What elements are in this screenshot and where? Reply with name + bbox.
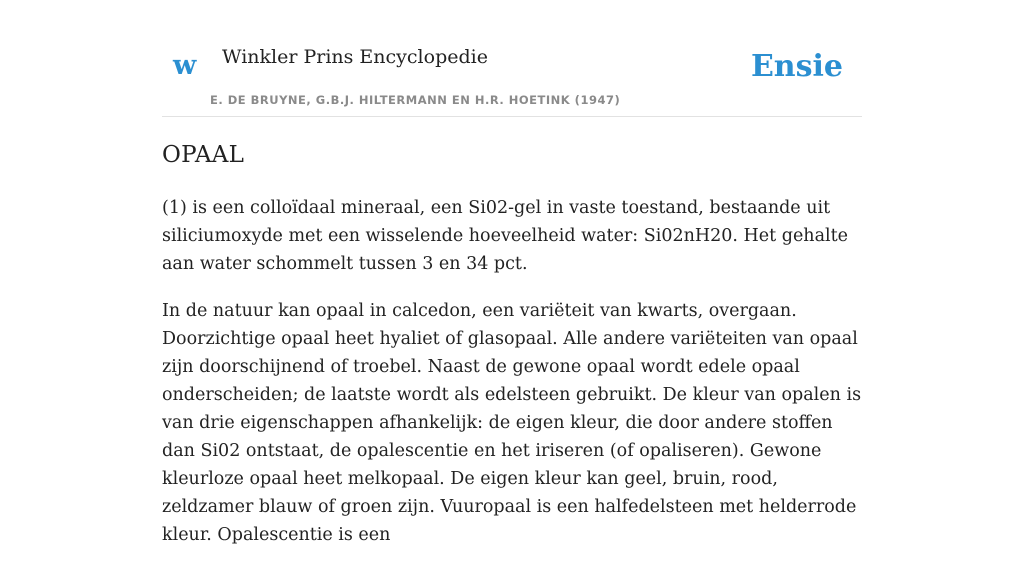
article-paragraph-1: (1) is een colloïdaal mineraal, een Si02-gel in vaste toestand, bestaande uit siliciumoxyde met een wisselende hoeveelheid water: Si02nH20. Het gehalte aan water schommelt tussen 3 en 34 pct. [162,198,848,274]
encyclopedia-title[interactable]: Winkler Prins Encyclopedie [222,46,488,68]
article-paragraph-2: In de natuur kan opaal in calcedon, een variëteit van kwarts, overgaan. Doorzichtige opaal heet hyaliet of glasopaal. Alle andere variëteiten van opaal zijn doorschijnend of troebel. Naast de gewone opaal wordt edele opaal onderscheiden; de laatste wordt als edelsteen gebruikt. De kleur van opalen is van drie eigenschappen afhankelijk: de eigen kleur, die door andere stoffen dan Si02 ontstaat, de opalescentie en het iriseren (of opaliseren). Gewone kleurloze opaal heet melkopaal. De eigen kleur kan geel, bruin, rood, zeldzamer blauw of groen zijn. Vuuropaal is een halfedelsteen met helderrode kleur. Opalescentie is een [162,301,862,545]
entry-title: OPAAL [162,142,245,168]
authors-line: E. DE BRUYNE, G.B.J. HILTERMANN EN H.R. HOETINK (1947) [210,93,621,107]
article [162,140,862,568]
ensie-logo[interactable]: Ensie [750,49,843,84]
logo-w-icon[interactable]: w [173,50,197,81]
site-header [162,0,862,117]
